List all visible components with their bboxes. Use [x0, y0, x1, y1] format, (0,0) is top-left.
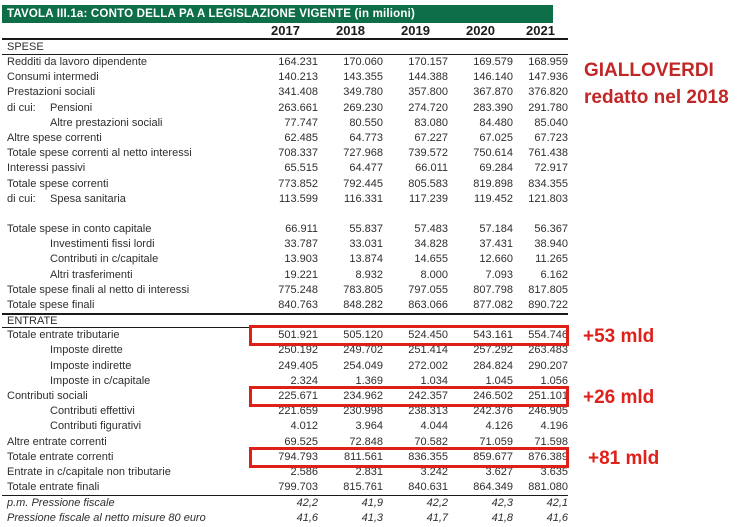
row-value: 41,8 — [491, 512, 513, 525]
row-value: 4.044 — [420, 420, 448, 433]
row-value: 41,3 — [361, 512, 383, 525]
row-value: 543.161 — [473, 329, 513, 342]
row-value: 42,2 — [426, 497, 448, 510]
row-label — [2, 192, 253, 207]
row-value: 257.292 — [473, 344, 513, 357]
row-prefix: di cui: — [7, 101, 36, 114]
row-label — [2, 268, 253, 283]
row-value: 170.157 — [408, 56, 448, 68]
table-row — [2, 374, 568, 389]
row-label — [2, 419, 253, 434]
row-label — [2, 131, 253, 146]
row-label — [2, 465, 253, 480]
row-value: 805.583 — [408, 177, 448, 190]
row-label — [2, 55, 253, 70]
row-value: 2.324 — [290, 374, 318, 387]
row-label — [2, 283, 253, 298]
table-row — [2, 177, 568, 192]
row-label — [2, 435, 253, 450]
row-value: 37.431 — [479, 238, 513, 251]
row-value: 7.093 — [485, 268, 513, 281]
table-row — [2, 435, 568, 450]
row-value: 19.221 — [284, 268, 318, 281]
row-value: 170.060 — [343, 56, 383, 68]
row-value: 864.349 — [473, 481, 513, 494]
table-row — [2, 343, 568, 358]
row-value: 67.723 — [534, 131, 568, 144]
row-value: 55.837 — [349, 223, 383, 236]
row-name: Totale entrate finali — [7, 481, 100, 494]
row-value: 250.192 — [278, 344, 318, 357]
table-row — [2, 404, 568, 419]
row-value: 121.803 — [528, 192, 568, 205]
table-row — [2, 222, 568, 237]
row-value: 71.598 — [534, 435, 568, 448]
row-label — [2, 252, 253, 267]
row-value: 234.962 — [343, 389, 383, 402]
row-value: 2.586 — [290, 465, 318, 478]
row-value: 246.905 — [528, 405, 568, 418]
row-name: Contributi figurativi — [50, 420, 142, 433]
row-value: 85.040 — [534, 116, 568, 129]
row-value: 890.722 — [528, 299, 568, 311]
row-value: 284.824 — [473, 359, 513, 372]
row-label — [2, 389, 253, 404]
row-value: 72.917 — [534, 162, 568, 175]
row-name: Investimenti fissi lordi — [50, 238, 155, 251]
row-value: 3.635 — [540, 465, 568, 478]
row-value: 4.012 — [290, 420, 318, 433]
row-value: 1.045 — [485, 374, 513, 387]
row-value: 6.162 — [540, 268, 568, 281]
row-label — [2, 101, 253, 116]
row-value: 238.313 — [408, 405, 448, 418]
row-value: 11.265 — [535, 253, 568, 266]
row-value: 249.405 — [278, 359, 318, 372]
row-value: 33.787 — [284, 238, 318, 251]
row-value: 501.921 — [278, 329, 318, 342]
year-column-header: 2020 — [466, 23, 495, 38]
row-value: 57.184 — [479, 223, 513, 236]
row-value: 840.763 — [278, 299, 318, 311]
row-value: 291.780 — [528, 101, 568, 114]
row-value: 254.049 — [343, 359, 383, 372]
year-column-header: 2018 — [336, 23, 365, 38]
row-name: Totale spese correnti — [7, 177, 109, 190]
row-value: 251.414 — [408, 344, 448, 357]
row-name: Imposte indirette — [50, 359, 132, 372]
row-name: Totale spese finali al netto di interessi — [7, 283, 190, 296]
row-value: 376.820 — [528, 86, 568, 99]
year-header-row — [2, 23, 568, 40]
row-value: 65.515 — [284, 162, 318, 175]
row-label — [2, 237, 253, 252]
row-value: 761.438 — [528, 147, 568, 160]
row-name: Altri trasferimenti — [50, 268, 133, 281]
row-name: Contributi in c/capitale — [50, 253, 159, 266]
row-value: 272.002 — [408, 359, 448, 372]
row-value: 3.242 — [420, 465, 448, 478]
fiscal-table — [2, 5, 568, 527]
row-label — [2, 480, 253, 495]
row-value: 41,6 — [296, 512, 318, 525]
row-value: 877.082 — [473, 299, 513, 311]
row-value: 168.959 — [528, 56, 568, 68]
row-value: 70.582 — [414, 435, 448, 448]
row-value: 83.080 — [414, 116, 448, 129]
row-label — [2, 343, 253, 358]
row-value: 773.852 — [278, 177, 318, 190]
row-name: p.m. Pressione fiscale — [7, 497, 115, 510]
row-value: 69.284 — [479, 162, 513, 175]
row-value: 230.998 — [343, 405, 383, 418]
row-value: 38.940 — [534, 238, 568, 251]
row-label — [2, 70, 253, 85]
row-value: 859.677 — [473, 450, 513, 463]
row-name: Totale entrate tributarie — [7, 329, 120, 342]
row-label — [2, 177, 253, 192]
section-header-entrate: ENTRATE — [2, 313, 568, 328]
row-value: 2.831 — [355, 465, 383, 478]
row-value: 797.055 — [408, 283, 448, 296]
row-value: 1.034 — [420, 374, 448, 387]
table-row — [2, 465, 568, 480]
row-value: 164.231 — [278, 56, 318, 68]
row-value: 4.196 — [540, 420, 568, 433]
row-value: 169.579 — [473, 56, 513, 68]
row-label — [2, 374, 253, 389]
row-name: Totale spese finali — [7, 299, 95, 311]
row-value: 792.445 — [343, 177, 383, 190]
row-label — [2, 450, 253, 465]
row-value: 77.747 — [284, 116, 318, 129]
table-row — [2, 268, 568, 283]
row-name: Totale spese correnti al netto interessi — [7, 147, 192, 160]
row-value: 117.239 — [409, 192, 448, 205]
row-value: 290.207 — [528, 359, 568, 372]
row-name: Spesa sanitaria — [50, 192, 126, 205]
row-value: 783.805 — [343, 283, 383, 296]
table-row — [2, 419, 568, 434]
table-row — [2, 389, 568, 404]
row-name: Altre prestazioni sociali — [50, 116, 163, 129]
row-value: 840.631 — [408, 481, 448, 494]
table-row — [2, 161, 568, 176]
row-value: 221.659 — [278, 405, 318, 418]
row-label — [2, 161, 253, 176]
row-name: Prestazioni sociali — [7, 86, 96, 99]
row-value: 834.355 — [528, 177, 568, 190]
table-row — [2, 298, 568, 313]
table-row — [2, 480, 568, 495]
table-row — [2, 101, 568, 116]
row-name: Pensioni — [50, 101, 93, 114]
row-value: 819.898 — [473, 177, 513, 190]
row-value: 269.230 — [343, 101, 383, 114]
row-label — [2, 222, 253, 237]
row-value: 33.031 — [349, 238, 383, 251]
row-value: 67.227 — [414, 131, 448, 144]
row-value: 727.968 — [343, 147, 383, 160]
row-value: 62.485 — [284, 131, 318, 144]
row-value: 341.408 — [278, 86, 318, 99]
row-value: 12.660 — [479, 253, 513, 266]
header-spacer — [2, 23, 253, 38]
row-label — [2, 359, 253, 374]
annotation-note-line2: redatto nel 2018 — [584, 87, 729, 108]
row-value: 144.388 — [408, 71, 448, 84]
row-value: 143.355 — [343, 71, 383, 84]
table-row — [2, 283, 568, 298]
row-value: 41,9 — [361, 497, 383, 510]
entrate-rows-block — [2, 328, 568, 496]
row-value: 554.746 — [528, 329, 568, 342]
row-value: 116.331 — [344, 192, 383, 205]
row-value: 848.282 — [343, 299, 383, 311]
section-header-spese: SPESE — [2, 40, 568, 55]
row-value: 881.080 — [528, 481, 568, 494]
row-value: 113.599 — [279, 192, 318, 205]
row-value: 4.126 — [485, 420, 513, 433]
row-value: 524.450 — [408, 329, 448, 342]
table-row — [2, 131, 568, 146]
annotation-delta-correnti: +81 mld — [588, 448, 660, 469]
row-value: 246.502 — [473, 389, 513, 402]
row-name: Totale spese in conto capitale — [7, 223, 152, 236]
row-value: 1.369 — [355, 374, 383, 387]
row-name: Pressione fiscale al netto misure 80 euro — [7, 512, 206, 525]
row-value: 775.248 — [278, 283, 318, 296]
year-column-header: 2021 — [526, 23, 555, 38]
row-value: 84.480 — [479, 116, 513, 129]
row-value: 41,7 — [426, 512, 448, 525]
row-value: 505.120 — [343, 329, 383, 342]
row-value: 119.452 — [474, 192, 513, 205]
row-value: 66.011 — [415, 162, 448, 175]
row-name: Imposte in c/capitale — [50, 374, 151, 387]
row-value: 794.793 — [278, 450, 318, 463]
table-row — [2, 252, 568, 267]
row-value: 863.066 — [408, 299, 448, 311]
table-row — [2, 496, 568, 511]
row-name: Entrate in c/capitale non tributarie — [7, 465, 171, 478]
row-value: 13.874 — [349, 253, 383, 266]
row-value: 836.355 — [408, 450, 448, 463]
row-name: Redditi da lavoro dipendente — [7, 56, 148, 68]
row-value: 811.561 — [344, 450, 383, 463]
row-value: 799.703 — [278, 481, 318, 494]
row-value: 263.483 — [528, 344, 568, 357]
row-label — [2, 85, 253, 100]
row-value: 242.376 — [473, 405, 513, 418]
row-value: 225.671 — [278, 389, 318, 402]
row-value: 242.357 — [408, 389, 448, 402]
row-value: 140.213 — [278, 71, 318, 84]
row-value: 41,6 — [546, 512, 568, 525]
row-value: 817.805 — [528, 283, 568, 296]
row-value: 56.367 — [534, 223, 568, 236]
table-row — [2, 70, 568, 85]
annotation-delta-tributarie: +53 mld — [583, 326, 655, 347]
row-value: 1.056 — [540, 374, 568, 387]
annotation-note-line1: GIALLOVERDI — [584, 60, 714, 81]
table-title: TAVOLA III.1a: CONTO DELLA PA A LEGISLAZIONE VIGENTE (in milioni) — [2, 5, 553, 23]
row-value: 34.828 — [414, 238, 448, 251]
row-value: 274.720 — [408, 101, 448, 114]
row-value: 739.572 — [408, 147, 448, 160]
row-value: 69.525 — [284, 435, 318, 448]
table-row — [2, 146, 568, 161]
row-name: Totale entrate correnti — [7, 450, 114, 463]
row-value: 64.477 — [349, 162, 383, 175]
row-value: 66.911 — [285, 223, 318, 236]
row-value: 42,2 — [296, 497, 318, 510]
row-name: Altre entrate correnti — [7, 435, 107, 448]
year-column-header: 2019 — [401, 23, 430, 38]
row-label — [2, 116, 253, 131]
row-value: 708.337 — [278, 147, 318, 160]
spese-rows-block — [2, 55, 568, 313]
row-value: 14.655 — [414, 253, 448, 266]
row-value: 263.661 — [278, 101, 318, 114]
table-row — [2, 359, 568, 374]
row-value: 72.848 — [349, 435, 383, 448]
row-value: 71.059 — [479, 435, 513, 448]
row-label — [2, 146, 253, 161]
row-name: Contributi effettivi — [50, 405, 135, 418]
row-value: 80.550 — [349, 116, 383, 129]
row-value: 3.964 — [355, 420, 383, 433]
table-row — [2, 116, 568, 131]
table-row — [2, 55, 568, 70]
row-value: 67.025 — [479, 131, 513, 144]
row-name: Contributi sociali — [7, 389, 88, 402]
row-label — [2, 511, 253, 526]
row-label — [2, 328, 253, 343]
row-value: 251.101 — [528, 389, 568, 402]
row-value: 357.800 — [408, 86, 448, 99]
row-name: Interessi passivi — [7, 162, 86, 175]
table-row — [2, 511, 568, 526]
row-label — [2, 298, 253, 313]
year-column-header: 2017 — [271, 23, 300, 38]
row-value: 3.627 — [485, 465, 513, 478]
row-value: 876.389 — [528, 450, 568, 463]
row-value: 750.614 — [473, 147, 513, 160]
pressione-fiscale-rows-block — [2, 496, 568, 526]
spacer-row — [2, 207, 568, 222]
row-value: 57.483 — [414, 223, 448, 236]
row-value: 283.390 — [473, 101, 513, 114]
row-label — [2, 496, 253, 511]
annotation-delta-contributi: +26 mld — [583, 387, 655, 408]
row-value: 42,1 — [546, 497, 568, 510]
row-value: 8.932 — [355, 268, 383, 281]
row-name: Altre spese correnti — [7, 131, 102, 144]
table-row — [2, 237, 568, 252]
row-value: 8.000 — [420, 268, 448, 281]
row-value: 64.773 — [349, 131, 383, 144]
annotation-note — [584, 57, 729, 111]
table-row — [2, 85, 568, 100]
row-name: Consumi intermedi — [7, 71, 99, 84]
row-value: 367.870 — [473, 86, 513, 99]
row-value: 349.780 — [343, 86, 383, 99]
row-label — [2, 404, 253, 419]
row-value: 807.798 — [473, 283, 513, 296]
table-row — [2, 192, 568, 207]
row-value: 249.702 — [343, 344, 383, 357]
row-value: 42,3 — [491, 497, 513, 510]
row-value: 815.761 — [343, 481, 383, 494]
table-row — [2, 328, 568, 343]
row-name: Imposte dirette — [50, 344, 123, 357]
row-prefix: di cui: — [7, 192, 36, 205]
row-value: 13.903 — [284, 253, 318, 266]
row-value: 147.936 — [528, 71, 568, 84]
row-value: 146.140 — [473, 71, 513, 84]
table-row — [2, 450, 568, 465]
